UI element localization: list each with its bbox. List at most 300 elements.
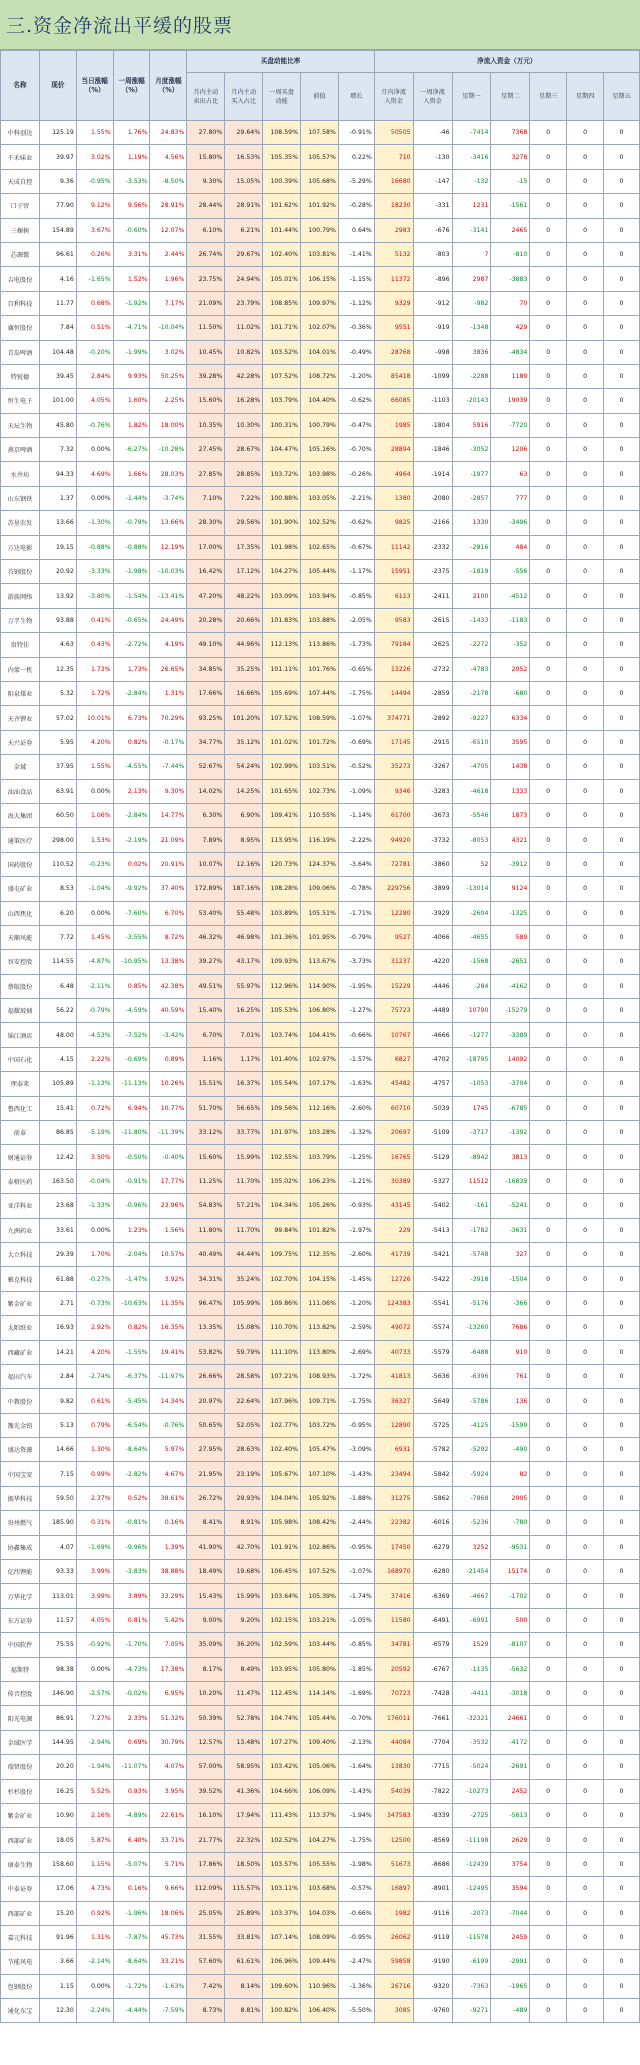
table-cell: 40.59% [150, 999, 187, 1023]
table-cell: 0 [530, 1413, 567, 1437]
table-cell: 0 [604, 1316, 640, 1340]
table-cell: -1.85% [338, 1657, 374, 1681]
table-cell: -2375 [413, 560, 452, 584]
table-cell: -8107 [491, 1633, 530, 1657]
table-cell: 0 [567, 755, 604, 779]
table-cell: 15.40% [187, 999, 225, 1023]
stock-name: 财通证券 [1, 1145, 40, 1169]
table-cell: 38.88% [150, 1560, 187, 1584]
table-cell: -5.19% [76, 1121, 113, 1145]
table-cell: 12.57% [187, 1730, 225, 1754]
table-cell: 0 [530, 462, 567, 486]
table-cell: 14092 [491, 1047, 530, 1071]
table-cell: 33.12% [187, 1121, 225, 1145]
table-cell: -2332 [413, 535, 452, 559]
table-cell: 39.27% [187, 950, 225, 974]
table-cell: 0 [530, 681, 567, 705]
table-row [1, 1925, 640, 1949]
table-cell: 11.25% [187, 1169, 225, 1193]
table-cell: 51.32% [150, 1706, 187, 1730]
table-cell: 7.15 [39, 1462, 76, 1486]
stock-name: 福耀玻璃 [1, 999, 40, 1023]
table-cell: 11.77 [39, 291, 76, 315]
table-cell: 103.68% [300, 1877, 338, 1901]
table-cell: 2.44% [150, 242, 187, 266]
table-cell: -8.50% [150, 169, 187, 193]
table-cell: 113.01 [39, 1584, 76, 1608]
stock-name: 内蒙一机 [1, 657, 40, 681]
table-cell: -5613 [491, 1803, 530, 1827]
table-cell: -0.20% [76, 340, 113, 364]
table-cell: 16.37% [225, 1072, 263, 1096]
table-cell: 16.42% [187, 560, 225, 584]
table-cell: 1.73% [76, 657, 113, 681]
table-cell: 94920 [374, 828, 413, 852]
table-cell: 589 [491, 925, 530, 949]
table-cell: 2.16% [76, 1803, 113, 1827]
table-cell: 9.36 [39, 169, 76, 193]
table-cell: 25.05% [187, 1901, 225, 1925]
table-cell: -4.87% [76, 950, 113, 974]
table-cell: -1.69% [338, 1682, 374, 1706]
table-cell: 0 [530, 1364, 567, 1388]
table-cell: 7.01% [225, 1023, 263, 1047]
table-row [1, 1047, 640, 1071]
stock-name: 豫光金铅 [1, 1413, 40, 1437]
table-cell: 14.25% [225, 779, 263, 803]
table-cell: 70.29% [150, 706, 187, 730]
table-cell: 0 [530, 1047, 567, 1071]
table-cell: 5.87% [76, 1828, 113, 1852]
table-cell: 15.80% [187, 145, 225, 169]
table-cell: -1568 [452, 950, 491, 974]
table-cell: 20.97% [187, 1389, 225, 1413]
table-cell: 0 [567, 681, 604, 705]
table-cell: 0.89% [150, 1047, 187, 1071]
table-cell: 17.06 [39, 1877, 76, 1901]
table-cell: 4.20% [76, 1340, 113, 1364]
group-header-net-inflow: 净流入资金（万元） [374, 51, 639, 73]
table-cell: 0 [530, 1584, 567, 1608]
table-cell: 0 [567, 1340, 604, 1364]
table-cell: 23.19% [225, 1462, 263, 1486]
stock-name: 振华科技 [1, 1486, 40, 1510]
table-cell: 124.37% [300, 852, 338, 876]
stock-name: 金域医学 [1, 1730, 40, 1754]
table-cell: 0 [604, 1023, 640, 1047]
table-cell: 101.83% [263, 608, 301, 632]
table-cell: 9.66% [150, 1877, 187, 1901]
table-cell: -912 [413, 291, 452, 315]
table-cell: 1231 [452, 194, 491, 218]
table-cell: 0 [530, 1169, 567, 1193]
table-cell: 16.28% [225, 389, 263, 413]
table-row [1, 901, 640, 925]
table-cell: 0 [530, 950, 567, 974]
table-cell: 105.54% [263, 1072, 301, 1096]
table-cell: 0 [567, 730, 604, 754]
table-cell: 101.65% [263, 779, 301, 803]
table-cell: 172.89% [187, 877, 225, 901]
table-cell: -5413 [413, 1218, 452, 1242]
table-cell: 101.71% [263, 316, 301, 340]
table-cell: 0 [530, 1999, 567, 2023]
table-cell: 11.80% [187, 1218, 225, 1242]
table-cell: -0.26% [338, 462, 374, 486]
table-cell: 58.95% [225, 1755, 263, 1779]
table-cell: 761 [491, 1364, 530, 1388]
table-cell: 101.97% [263, 1121, 301, 1145]
table-cell: 16.35% [150, 1316, 187, 1340]
table-cell: 102.40% [263, 1438, 301, 1462]
table-cell: 100.88% [263, 486, 301, 510]
stock-name: 天齐锂业 [1, 706, 40, 730]
table-cell: 101.11% [263, 657, 301, 681]
table-cell: -10.28% [150, 438, 187, 462]
table-cell: -7.52% [113, 1023, 150, 1047]
table-cell: -5024 [452, 1755, 491, 1779]
table-cell: -2.84% [113, 681, 150, 705]
table-cell: 5.52% [76, 1779, 113, 1803]
table-cell: -0.66% [338, 1023, 374, 1047]
table-cell: 19.68% [225, 1560, 263, 1584]
table-cell: 107.52% [263, 364, 301, 388]
table-cell: -1.17% [338, 560, 374, 584]
table-cell: -2.57% [76, 1682, 113, 1706]
table-cell: -0.02% [113, 1682, 150, 1706]
table-cell: -1433 [452, 608, 491, 632]
table-cell: 52 [452, 852, 491, 876]
table-cell: 0 [604, 901, 640, 925]
table-cell: 39.45 [39, 364, 76, 388]
table-cell: 0 [604, 1730, 640, 1754]
table-cell: -676 [413, 218, 452, 242]
table-cell: 114.90% [300, 974, 338, 998]
table-cell: -1.94% [76, 1755, 113, 1779]
table-cell: 0 [530, 877, 567, 901]
stock-name: 中教股份 [1, 1389, 40, 1413]
stock-name: 阳光电源 [1, 1706, 40, 1730]
table-cell: 0 [567, 706, 604, 730]
table-row [1, 1218, 640, 1242]
col-header: 月内净流 入资金 [374, 73, 413, 121]
table-cell: 11.70% [225, 1218, 263, 1242]
table-cell: 22.32% [225, 1828, 263, 1852]
stock-name: 青岛啤酒 [1, 340, 40, 364]
table-cell: 0 [604, 803, 640, 827]
table-cell: -1.07% [338, 706, 374, 730]
table-cell: 5.42% [150, 1608, 187, 1632]
table-cell: -5402 [413, 1194, 452, 1218]
table-cell: 0.02% [113, 852, 150, 876]
table-cell: 0.41% [76, 608, 113, 632]
table-row [1, 267, 640, 291]
table-cell: 0 [567, 1779, 604, 1803]
table-cell: 0 [530, 535, 567, 559]
table-cell: 0 [604, 535, 640, 559]
table-cell: -11.13% [113, 1072, 150, 1096]
table-cell: 101.62% [263, 194, 301, 218]
table-cell: 0 [530, 706, 567, 730]
table-cell: -12495 [452, 1877, 491, 1901]
table-cell: 7.10% [187, 486, 225, 510]
table-cell: 41813 [374, 1364, 413, 1388]
table-cell: 0 [604, 194, 640, 218]
table-cell: -331 [413, 194, 452, 218]
table-cell: 101.92% [300, 194, 338, 218]
table-cell: -6767 [413, 1657, 452, 1681]
table-cell: 6.95% [150, 1682, 187, 1706]
table-cell: 136 [491, 1389, 530, 1413]
table-cell: 0.00% [76, 438, 113, 462]
table-cell: 105.16% [300, 438, 338, 462]
table-cell: -8569 [413, 1828, 452, 1852]
table-cell: -4.59% [113, 999, 150, 1023]
table-cell: 59858 [374, 1950, 413, 1974]
table-cell: -7661 [413, 1706, 452, 1730]
stock-name: 太阳纸业 [1, 1316, 40, 1340]
stock-name: 襄恒股份 [1, 316, 40, 340]
table-cell: 26.65% [150, 657, 187, 681]
table-cell: 0 [567, 1242, 604, 1266]
table-cell: -3.64% [338, 852, 374, 876]
table-cell: 36.20% [225, 1633, 263, 1657]
table-cell: 0 [530, 974, 567, 998]
table-cell: 105.92% [300, 1486, 338, 1510]
table-row [1, 1316, 640, 1340]
table-cell: 8.17% [187, 1657, 225, 1681]
table-cell: -0.28% [338, 194, 374, 218]
table-cell: 0 [530, 413, 567, 437]
table-cell: 112.45% [263, 1682, 301, 1706]
table-cell: 0 [604, 877, 640, 901]
table-cell: 0 [530, 1072, 567, 1096]
table-cell: 0 [567, 486, 604, 510]
table-row [1, 755, 640, 779]
table-cell: 54.24% [225, 755, 263, 779]
table-cell: 57.21% [225, 1194, 263, 1218]
table-cell: 63.91 [39, 779, 76, 803]
table-cell: 14.66 [39, 1438, 76, 1462]
col-header: 增长 [338, 73, 374, 121]
table-cell: 1.55% [76, 121, 113, 145]
table-cell: -9320 [413, 1974, 452, 1998]
table-cell: 99.84% [263, 1218, 301, 1242]
table-cell: -16839 [491, 1169, 530, 1193]
table-cell: -4666 [413, 1023, 452, 1047]
table-cell: 23.79% [225, 291, 263, 315]
table-cell: -1.47% [113, 1267, 150, 1291]
table-cell: 0 [604, 608, 640, 632]
table-row [1, 633, 640, 657]
table-cell: 0 [567, 1974, 604, 1998]
table-cell: -1.72% [113, 1974, 150, 1998]
table-row [1, 194, 640, 218]
table-cell: -2.05% [338, 608, 374, 632]
table-cell: 6.48 [39, 974, 76, 998]
table-cell: 103.21% [300, 1608, 338, 1632]
table-row [1, 218, 640, 242]
table-cell: -3912 [491, 852, 530, 876]
table-cell: 0 [604, 1218, 640, 1242]
table-cell: 0 [530, 1803, 567, 1827]
table-cell: 0 [530, 1730, 567, 1754]
table-cell: 110.55% [300, 803, 338, 827]
table-row [1, 340, 640, 364]
table-cell: -2892 [413, 706, 452, 730]
table-row [1, 1877, 640, 1901]
table-cell: 105.68% [300, 169, 338, 193]
table-cell: -1.07% [338, 1560, 374, 1584]
table-cell: 1.31% [76, 1925, 113, 1949]
table-cell: 0 [530, 1535, 567, 1559]
table-cell: 0 [604, 1633, 640, 1657]
table-cell: 8.53 [39, 877, 76, 901]
table-cell: 0 [530, 316, 567, 340]
table-cell: 16.66% [225, 681, 263, 705]
table-cell: -0.47% [338, 413, 374, 437]
table-cell: -1914 [413, 462, 452, 486]
table-cell: 20.20 [39, 1755, 76, 1779]
table-cell: -2073 [452, 1901, 491, 1925]
table-cell: 105.57% [300, 145, 338, 169]
table-cell: -6369 [413, 1584, 452, 1608]
table-cell: 0 [604, 1072, 640, 1096]
table-cell: -2.60% [338, 1242, 374, 1266]
table-cell: 10.30% [225, 413, 263, 437]
fund-flow-table [0, 50, 640, 2023]
table-row [1, 1486, 640, 1510]
table-cell: 6.21% [225, 218, 263, 242]
table-cell: 7.42% [187, 1974, 225, 1998]
table-cell: 0 [530, 584, 567, 608]
table-cell: 77.90 [39, 194, 76, 218]
col-header: 现价 [39, 51, 76, 121]
table-cell: -3883 [491, 267, 530, 291]
table-row [1, 1364, 640, 1388]
table-cell: 107.17% [300, 1072, 338, 1096]
table-row [1, 1145, 640, 1169]
table-cell: 0 [604, 1706, 640, 1730]
table-cell: -0.66% [338, 1901, 374, 1925]
table-cell: 12.07% [150, 218, 187, 242]
table-cell: 85418 [374, 364, 413, 388]
stock-name: 海大集团 [1, 803, 40, 827]
table-row [1, 681, 640, 705]
table-cell: 19039 [491, 389, 530, 413]
table-cell: -680 [491, 681, 530, 705]
table-cell: 0 [567, 1096, 604, 1120]
table-row [1, 1242, 640, 1266]
table-cell: 0.61% [76, 1389, 113, 1413]
table-cell: 6.40% [113, 1828, 150, 1852]
table-cell: -0.96% [113, 1194, 150, 1218]
col-header: 当日涨幅 （%） [76, 51, 113, 121]
table-cell: 37.40% [150, 877, 187, 901]
table-cell: 101.36% [263, 925, 301, 949]
table-cell: 52.67% [187, 755, 225, 779]
table-cell: 1.15 [39, 1974, 76, 1998]
table-cell: -1.63% [338, 1072, 374, 1096]
table-cell: -1846 [413, 438, 452, 462]
table-cell: 0 [567, 1560, 604, 1584]
table-cell: 110.96% [300, 1974, 338, 1998]
table-cell: 107.44% [300, 681, 338, 705]
table-cell: 21.09% [150, 828, 187, 852]
table-cell: 0 [567, 1316, 604, 1340]
table-cell: -5924 [452, 1462, 491, 1486]
table-cell: -6396 [452, 1364, 491, 1388]
table-cell: 11.02% [225, 316, 263, 340]
table-cell: 6827 [374, 1047, 413, 1071]
table-cell: -1.14% [338, 803, 374, 827]
table-cell: 0 [567, 584, 604, 608]
stock-name: 中国软件 [1, 1633, 40, 1657]
table-cell: 15.43% [187, 1584, 225, 1608]
table-cell: 111.43% [263, 1803, 301, 1827]
stock-name: 国药股份 [1, 852, 40, 876]
table-cell: 41739 [374, 1242, 413, 1266]
table-cell: 0 [604, 1682, 640, 1706]
table-row [1, 438, 640, 462]
table-cell: -3416 [452, 145, 491, 169]
table-cell: 100.39% [263, 169, 301, 193]
table-cell: 0 [530, 1852, 567, 1876]
table-row [1, 1462, 640, 1486]
table-cell: 0 [530, 1242, 567, 1266]
table-cell: 125.19 [39, 121, 76, 145]
table-cell: 43.17% [225, 950, 263, 974]
table-cell: -1.43% [338, 1462, 374, 1486]
table-cell: -1.92% [113, 291, 150, 315]
table-cell: 0 [567, 511, 604, 535]
stock-name: 蔡航股份 [1, 974, 40, 998]
table-cell: 0 [567, 950, 604, 974]
table-cell: 103.95% [263, 1657, 301, 1681]
table-row [1, 169, 640, 193]
table-cell: -5579 [413, 1340, 452, 1364]
stock-name: 天成自控 [1, 169, 40, 193]
table-cell: 105.67% [263, 1462, 301, 1486]
stock-name: 紫金矿业 [1, 1291, 40, 1315]
stock-name: 贵州燃气 [1, 1511, 40, 1535]
table-cell: 106.40% [300, 1999, 338, 2023]
table-cell: 105.55% [300, 1852, 338, 1876]
table-cell: 94.33 [39, 462, 76, 486]
table-cell: -0.85% [338, 1633, 374, 1657]
table-cell: 101.98% [263, 535, 301, 559]
table-cell: -1.94% [338, 1803, 374, 1827]
table-cell: -1325 [491, 901, 530, 925]
table-cell: -7822 [413, 1779, 452, 1803]
table-cell: 0 [567, 1535, 604, 1559]
table-cell: 42.28% [225, 364, 263, 388]
table-cell: -2.11% [76, 974, 113, 998]
table-cell: 49.10% [187, 633, 225, 657]
table-cell: 55.48% [225, 901, 263, 925]
table-cell: -1.43% [338, 1779, 374, 1803]
table-cell: 1380 [374, 486, 413, 510]
table-cell: -7715 [413, 1755, 452, 1779]
table-cell: -3918 [452, 1267, 491, 1291]
table-cell: 39.52% [187, 1779, 225, 1803]
table-cell: 0 [530, 389, 567, 413]
table-cell: -3.33% [76, 560, 113, 584]
table-cell: 12.35 [39, 657, 76, 681]
table-cell: 0 [567, 1803, 604, 1827]
table-cell: -2.24% [76, 1999, 113, 2023]
table-cell: 0 [530, 755, 567, 779]
